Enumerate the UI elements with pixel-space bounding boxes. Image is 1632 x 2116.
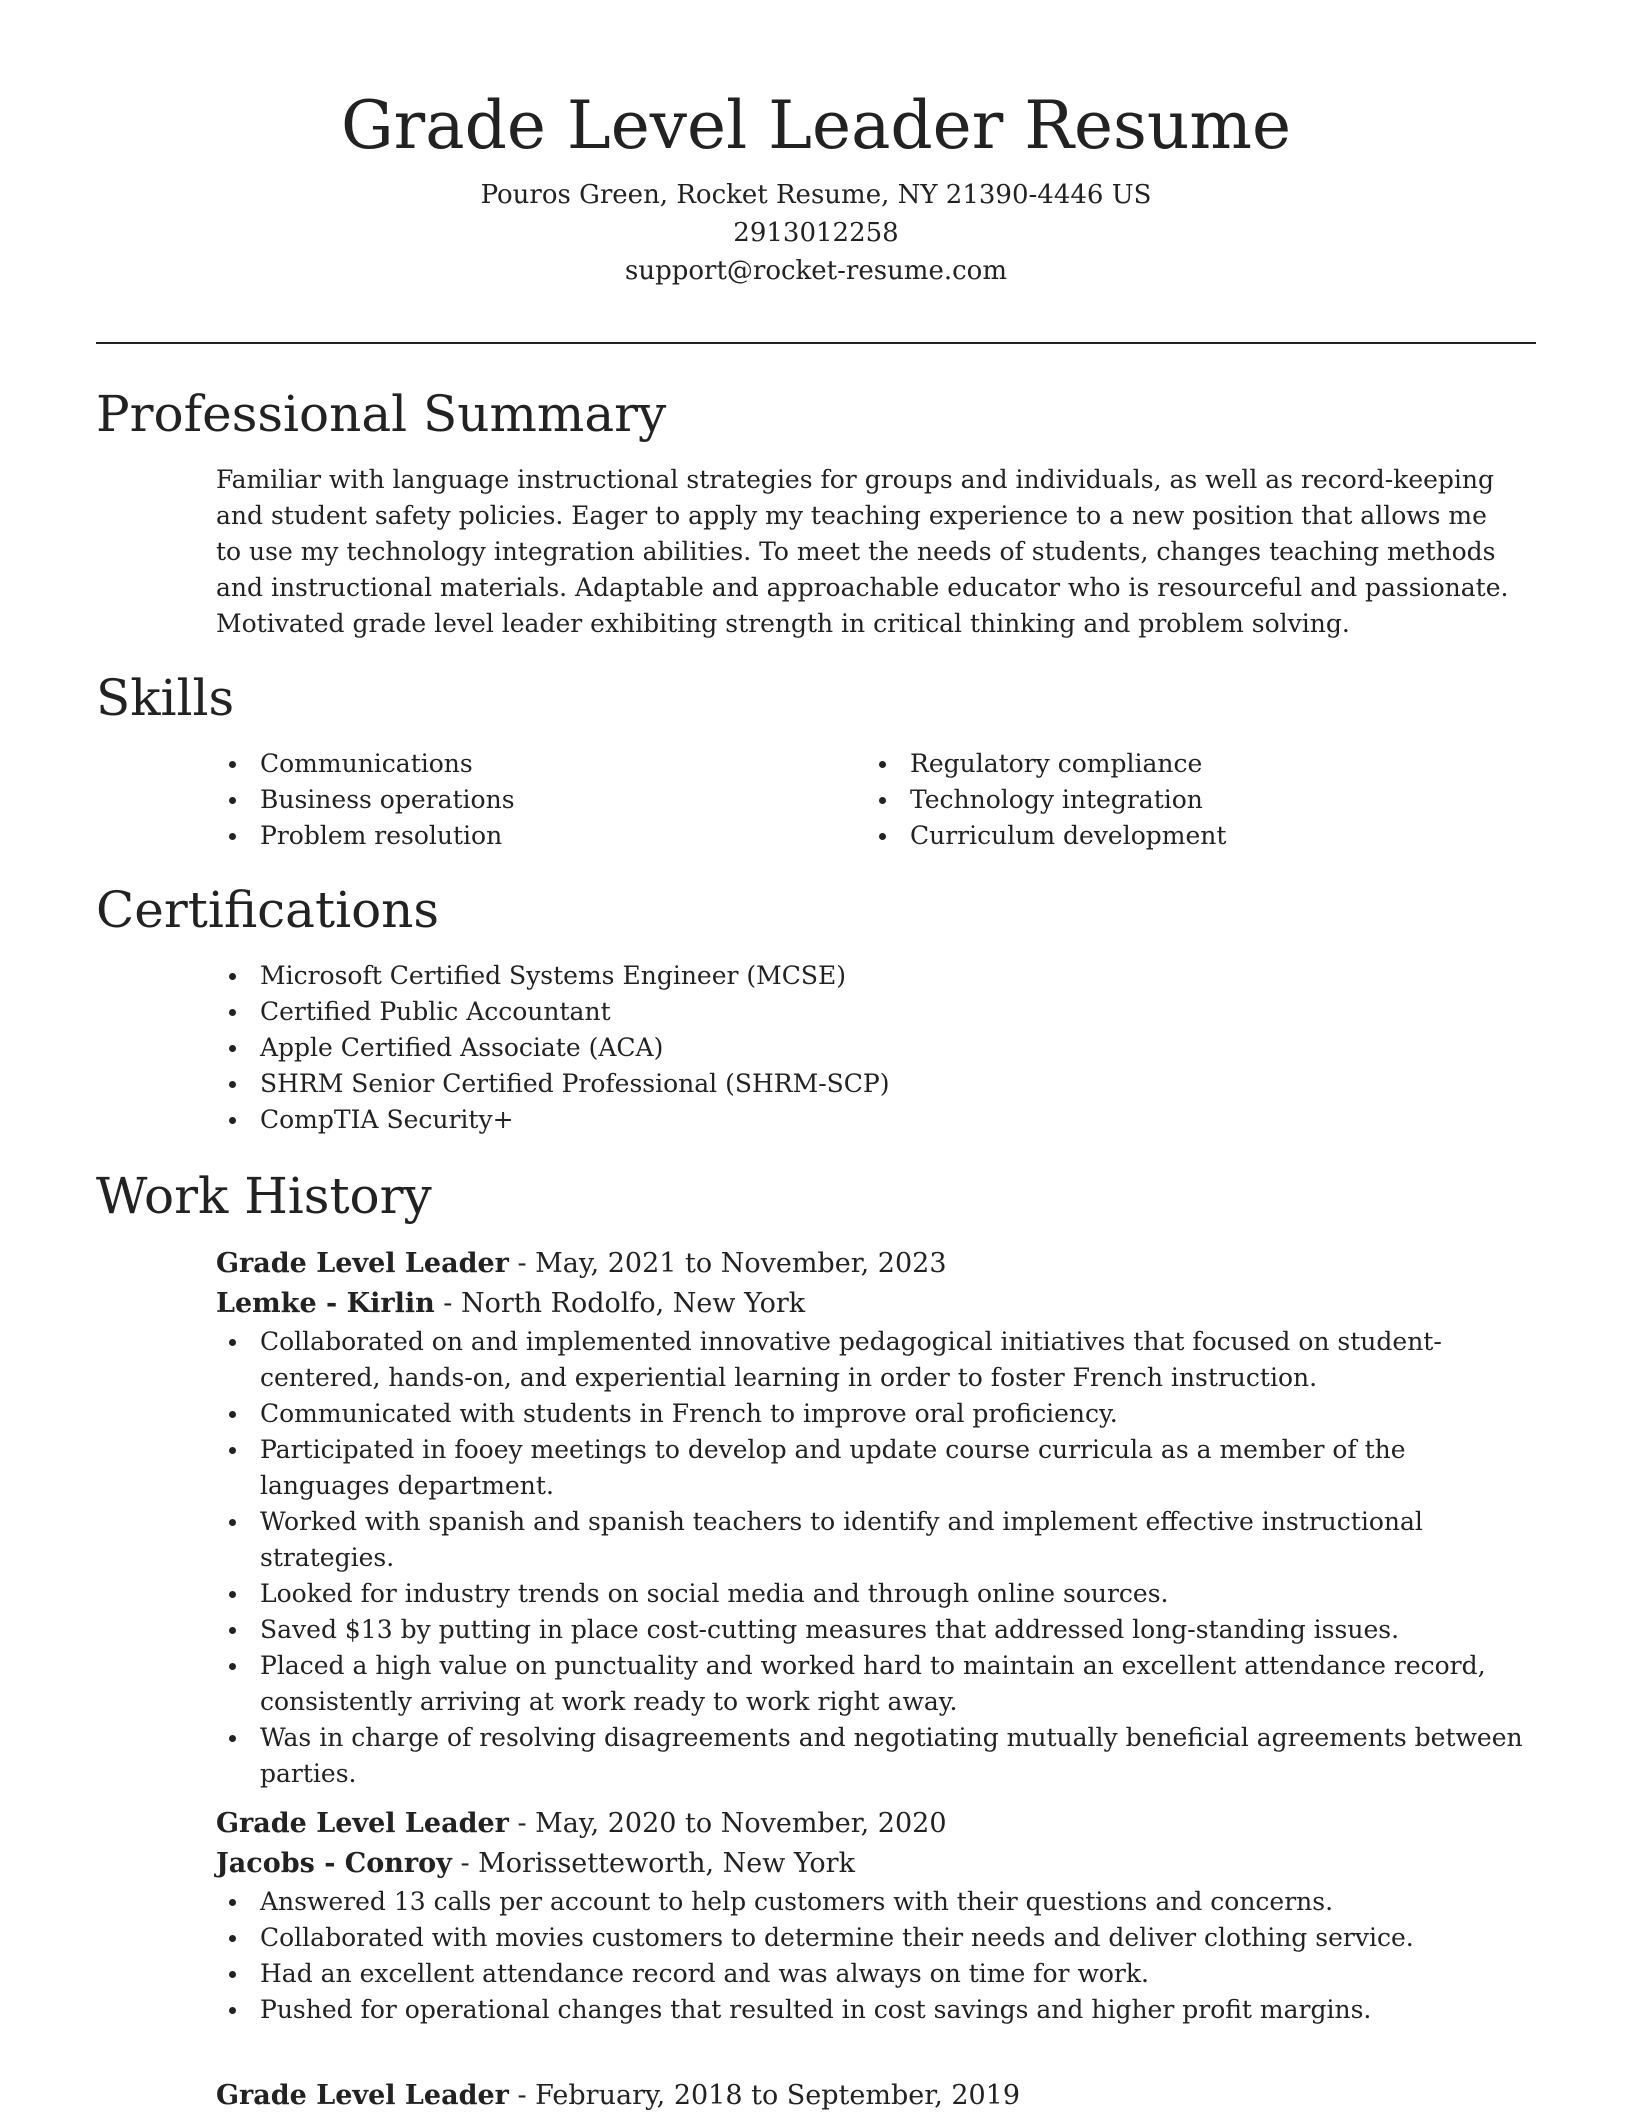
skills-list-left xyxy=(216,746,836,854)
job-bullet: Collaborated on and implemented innovative pedagogical initiatives that focused on student-centered, hands-on, and experiential learning in order to foster French instruction. xyxy=(216,1324,1526,1396)
job-bullet: Was in charge of resolving disagreements and negotiating mutually beneficial agreements between parties. xyxy=(216,1720,1526,1792)
skills-column-left xyxy=(216,746,836,854)
certification-item: SHRM Senior Certified Professional (SHRM-SCP) xyxy=(216,1066,1516,1102)
job-bullet: Answered 13 calls per account to help customers with their questions and concerns. xyxy=(216,1884,1526,1920)
job-bullets xyxy=(216,1884,1526,2028)
work-history-heading: Work History xyxy=(96,1167,432,1225)
job-title: Grade Level Leader xyxy=(216,2080,509,2111)
job-title-line xyxy=(216,2076,1526,2116)
skills-heading: Skills xyxy=(96,669,235,727)
job-title-line xyxy=(216,1244,1526,1284)
job-location: - North Rodolfo, New York xyxy=(434,1288,806,1319)
job-bullet: Worked with spanish and spanish teachers to identify and implement effective instructional strategies. xyxy=(216,1504,1526,1576)
job-bullet: Participated in fooey meetings to develop and update course curricula as a member of the languages department. xyxy=(216,1432,1526,1504)
header-divider xyxy=(96,342,1536,344)
job-bullet: Placed a high value on punctuality and worked hard to maintain an excellent attendance record, consistently arriving at work ready to work right away. xyxy=(216,1648,1526,1720)
job-title-line xyxy=(216,1804,1526,1844)
job-bullet: Had an excellent attendance record and was always on time for work. xyxy=(216,1956,1526,1992)
job-title: Grade Level Leader xyxy=(216,1808,509,1839)
job-entry xyxy=(216,2076,1526,2116)
contact-address: Pouros Green, Rocket Resume, NY 21390-4446 US xyxy=(480,180,1152,210)
certifications-heading: Certifications xyxy=(96,881,440,939)
job-entry xyxy=(216,1244,1526,1792)
certification-item: Certified Public Accountant xyxy=(216,994,1516,1030)
certification-item: CompTIA Security+ xyxy=(216,1102,1516,1138)
summary-heading: Professional Summary xyxy=(96,385,667,443)
job-bullet: Pushed for operational changes that resulted in cost savings and higher profit margins. xyxy=(216,1992,1526,2028)
skill-item: Technology integration xyxy=(866,782,1486,818)
skill-item: Business operations xyxy=(216,782,836,818)
job-company-line xyxy=(216,1844,1526,1884)
job-dates: - February, 2018 to September, 2019 xyxy=(508,2080,1021,2111)
job-bullet: Saved $13 by putting in place cost-cutting measures that addressed long-standing issues. xyxy=(216,1612,1526,1648)
job-bullet: Communicated with students in French to improve oral proficiency. xyxy=(216,1396,1526,1432)
job-company-line xyxy=(216,1284,1526,1324)
skill-item: Communications xyxy=(216,746,836,782)
skill-item: Problem resolution xyxy=(216,818,836,854)
resume-header xyxy=(0,0,1632,290)
page-title: Grade Level Leader Resume xyxy=(340,87,1292,164)
certifications-list-wrap xyxy=(216,958,1516,1138)
job-bullet: Looked for industry trends on social media and through online sources. xyxy=(216,1576,1526,1612)
job-location: - Morissetteworth, New York xyxy=(451,1848,855,1879)
certifications-list xyxy=(216,958,1516,1138)
skills-column-right xyxy=(866,746,1486,854)
certification-item: Apple Certified Associate (ACA) xyxy=(216,1030,1516,1066)
job-dates: - May, 2020 to November, 2020 xyxy=(508,1808,947,1839)
certification-item: Microsoft Certified Systems Engineer (MCSE) xyxy=(216,958,1516,994)
skill-item: Curriculum development xyxy=(866,818,1486,854)
summary-text: Familiar with language instructional strategies for groups and individuals, as well as record-keeping and student safety policies. Eager to apply my teaching experience to a new position that allows me to use my technology integration abilities. To meet the needs of students, changes teaching methods and instructional materials. Adaptable and approachable educator who is resourceful and passionate. Motivated grade level leader exhibiting strength in critical thinking and problem solving. xyxy=(216,465,1509,638)
job-title: Grade Level Leader xyxy=(216,1248,509,1279)
contact-email: support@rocket-resume.com xyxy=(624,256,1007,286)
skill-item: Regulatory compliance xyxy=(866,746,1486,782)
skills-list-right xyxy=(866,746,1486,854)
job-bullets xyxy=(216,1324,1526,1792)
contact-block xyxy=(0,176,1632,290)
job-entry xyxy=(216,1804,1526,2028)
job-company: Lemke - Kirlin xyxy=(216,1288,435,1319)
job-bullet: Collaborated with movies customers to determine their needs and deliver clothing service. xyxy=(216,1920,1526,1956)
job-company: Jacobs - Conroy xyxy=(216,1848,452,1879)
contact-phone: 2913012258 xyxy=(733,218,899,248)
job-dates: - May, 2021 to November, 2023 xyxy=(508,1248,947,1279)
